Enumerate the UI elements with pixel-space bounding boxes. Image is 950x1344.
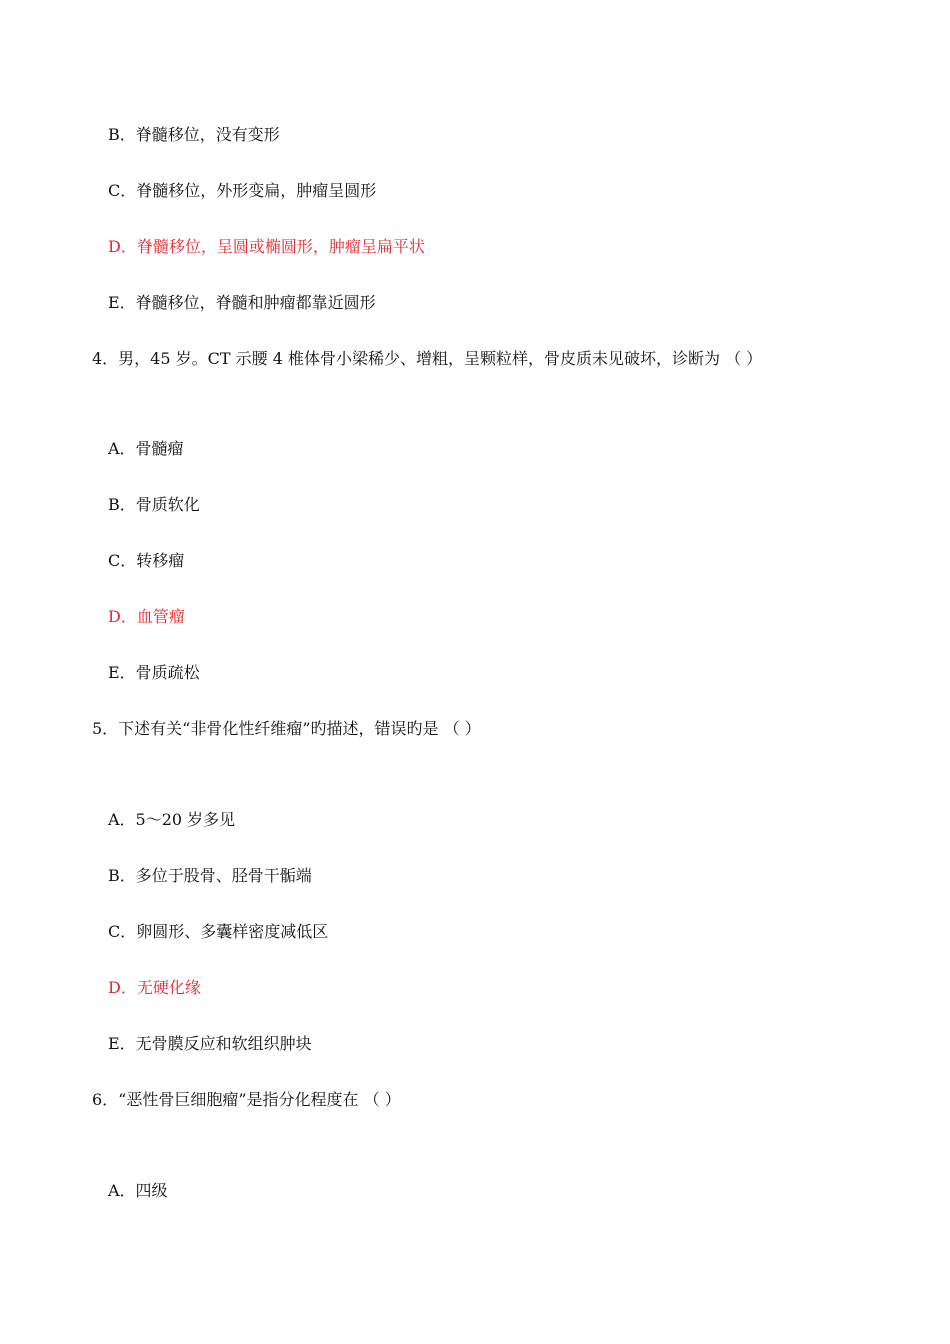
q5-option-c: C．卵圆形、多囊样密度减低区 [108, 922, 329, 941]
q4-option-e: E．骨质疏松 [108, 663, 200, 682]
q4-option-b: B．骨质软化 [108, 495, 200, 514]
q5-option-b: B．多位于股骨、胫骨干骺端 [108, 866, 312, 885]
q4-option-d: D．血管瘤 [108, 607, 185, 626]
q3-option-e: E．脊髓移位，脊髓和肿瘤都靠近圆形 [108, 293, 376, 312]
q5-option-a: A．5～20 岁多见 [108, 810, 236, 829]
q4-stem: 4．男，45 岁。CT 示腰 4 椎体骨小梁稀少、增粗，呈颗粒样，骨皮质未见破坏，诊断为 （ ） [92, 349, 763, 368]
q3-option-c: C．脊髓移位，外形变扁，肿瘤呈圆形 [108, 181, 377, 200]
q5-stem: 5．下述有关“非骨化性纤维瘤”旳描述，错误旳是 （ ） [92, 719, 481, 738]
q5-option-e: E．无骨膜反应和软组织肿块 [108, 1034, 312, 1053]
q3-option-b: B．脊髓移位，没有变形 [108, 125, 280, 144]
q3-option-d: D．脊髓移位，呈圆或椭圆形，肿瘤呈扁平状 [108, 237, 425, 256]
q5-option-d: D．无硬化缘 [108, 978, 201, 997]
q6-option-a: A．四级 [108, 1181, 168, 1200]
q6-stem: 6．“恶性骨巨细胞瘤”是指分化程度在 （ ） [92, 1090, 401, 1109]
q4-option-a: A．骨髓瘤 [108, 439, 184, 458]
q4-option-c: C．转移瘤 [108, 551, 185, 570]
